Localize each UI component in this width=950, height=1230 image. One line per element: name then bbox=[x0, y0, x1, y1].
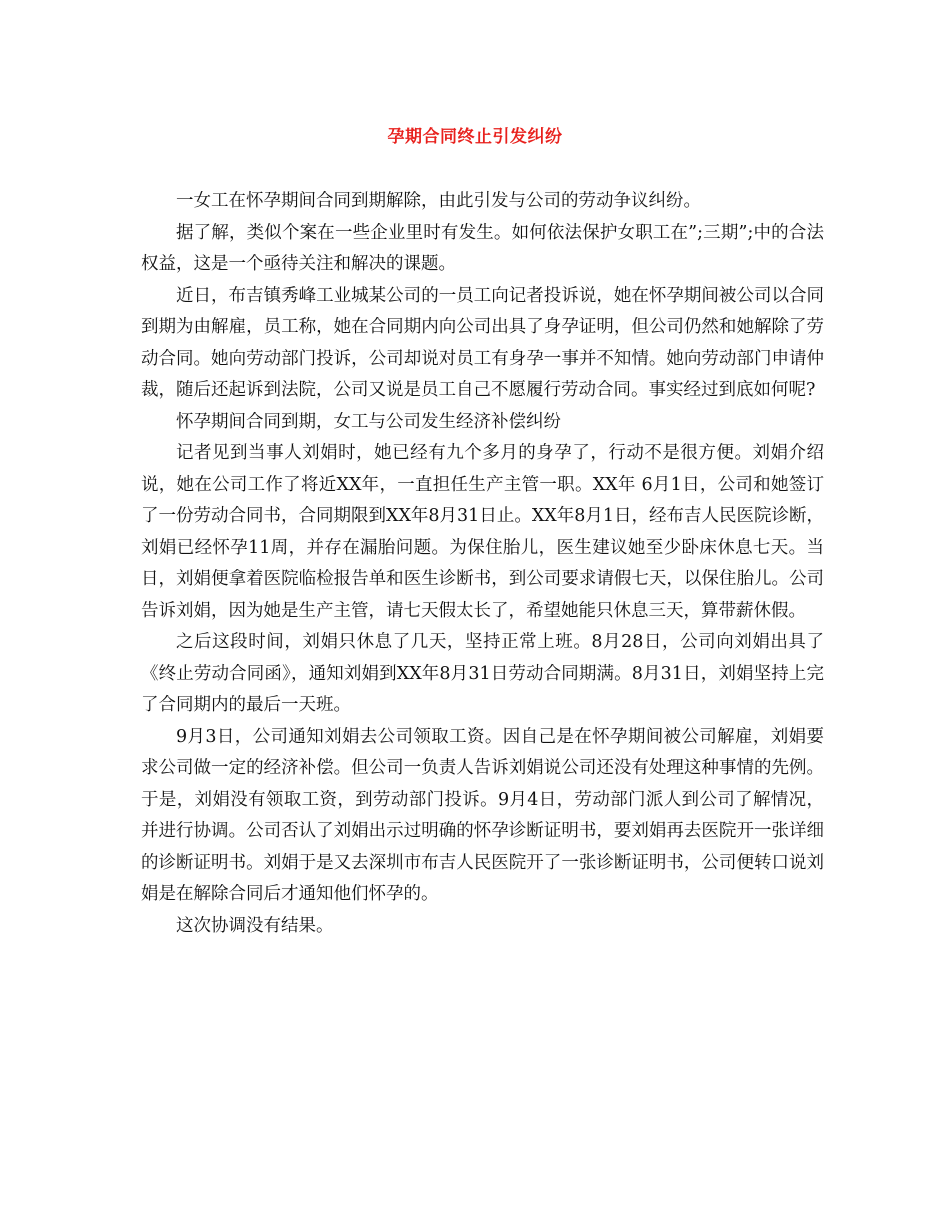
paragraph-5: 记者见到当事人刘娟时，她已经有九个多月的身孕了，行动不是很方便。刘娟介绍说，她在公司工作了将近XX年，一直担任生产主管一职。XX年 6月1日，公司和她签订了一份劳动合同书，合同期限到XX年8月31日止。XX年8月1日，经布吉人民医院诊断，刘娟已经怀孕11周，并存在漏胎问题。为保住胎儿，医生建议她至少卧床休息七天。当日，刘娟便拿着医院临检报告单和医生诊断书，到公司要求请假七天，以保住胎儿。公司告诉刘娟，因为她是生产主管，请七天假太长了，希望她能只休息三天，算带薪休假。 bbox=[141, 443, 825, 621]
paragraph-2: 据了解，类似个案在一些企业里时有发生。如何依法保护女职工在”;三期”;中的合法权益，这是一个亟待关注和解决的课题。 bbox=[141, 222, 824, 274]
document-title: 孕期合同终止引发纠纷 bbox=[387, 127, 563, 147]
document-body bbox=[141, 186, 824, 942]
section-heading: 怀孕期间合同到期，女工与公司发生经济补偿纠纷 bbox=[176, 411, 561, 432]
paragraph-3: 近日，布吉镇秀峰工业城某公司的一员工向记者投诉说，她在怀孕期间被公司以合同到期为由解雇，员工称，她在合同期内向公司出具了身孕证明，但公司仍然和她解除了劳动合同。她向劳动部门投诉，公司却说对员工有身孕一事并不知情。她向劳动部门申请仲裁，随后还起诉到法院，公司又说是员工自己不愿履行劳动合同。事实经过到底如何呢? bbox=[141, 285, 824, 400]
paragraph-8: 这次协调没有结果。 bbox=[176, 915, 334, 936]
paragraph-1: 一女工在怀孕期间合同到期解除，由此引发与公司的劳动争议纠纷。 bbox=[176, 191, 701, 211]
paragraph-6: 之后这段时间，刘娟只休息了几天，坚持正常上班。8月28日，公司向刘娟出具了《终止劳动合同函》，通知刘娟到XX年8月31日劳动合同期满。8月31日，刘娟坚持上完了合同期内的最后一天班。 bbox=[141, 632, 824, 715]
paragraph-7: 9月3日，公司通知刘娟去公司领取工资。因自己是在怀孕期间被公司解雇，刘娟要求公司做一定的经济补偿。但公司一负责人告诉刘娟说公司还没有处理这种事情的先例。于是，刘娟没有领取工资，到劳动部门投诉。9月4日，劳动部门派人到公司了解情况，并进行协调。公司否认了刘娟出示过明确的怀孕诊断证明书，要刘娟再去医院开一张详细的诊断证明书。刘娟于是又去深圳市布吉人民医院开了一张诊断证明书，公司便转口说刘娟是在解除合同后才通知他们怀孕的。 bbox=[141, 726, 824, 904]
